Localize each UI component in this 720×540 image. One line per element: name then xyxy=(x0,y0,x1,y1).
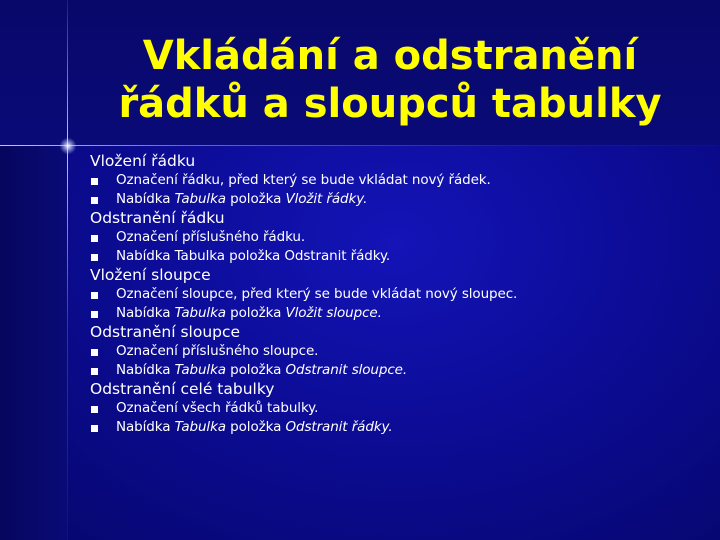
square-bullet-icon xyxy=(91,254,98,261)
item-prefix: Nabídka xyxy=(116,362,175,378)
section-delete-row xyxy=(90,209,710,266)
item-middle: položka xyxy=(225,362,286,378)
menu-name: Tabulka xyxy=(174,419,226,435)
list-item xyxy=(90,342,710,361)
square-bullet-icon xyxy=(91,178,98,185)
item-prefix: Nabídka xyxy=(116,305,175,321)
square-bullet-icon xyxy=(91,368,98,375)
list-item xyxy=(90,304,710,323)
section-delete-table xyxy=(90,380,710,437)
section-heading: Odstranění celé tabulky xyxy=(90,380,275,398)
section-heading: Odstranění řádku xyxy=(90,209,225,227)
command-name: Vložit sloupce xyxy=(285,305,378,321)
item-text: Označení příslušného sloupce. xyxy=(116,343,319,359)
menu-name: Tabulka xyxy=(174,305,226,321)
list-item xyxy=(90,418,710,437)
menu-name: Tabulka xyxy=(174,362,226,378)
horizontal-rule xyxy=(0,145,720,146)
square-bullet-icon xyxy=(91,197,98,204)
title-line-2: řádků a sloupců tabulky xyxy=(118,81,662,127)
section-delete-column xyxy=(90,323,710,380)
item-middle: položka xyxy=(225,305,286,321)
square-bullet-icon xyxy=(91,235,98,242)
list-item xyxy=(90,285,710,304)
vertical-rule xyxy=(67,0,68,540)
item-text: Označení sloupce, před který se bude vkládat nový sloupec. xyxy=(116,286,518,302)
item-text: Nabídka Tabulka položka Odstranit řádky. xyxy=(116,248,391,264)
sparkle-decoration xyxy=(60,138,76,154)
list-item xyxy=(90,361,710,380)
square-bullet-icon xyxy=(91,292,98,299)
item-middle: položka xyxy=(225,191,286,207)
list-item xyxy=(90,247,710,266)
square-bullet-icon xyxy=(91,349,98,356)
square-bullet-icon xyxy=(91,406,98,413)
section-insert-row xyxy=(90,152,710,209)
item-middle: položka xyxy=(225,419,286,435)
slide-title xyxy=(90,32,690,128)
left-band xyxy=(0,146,68,540)
command-name: Vložit řádky xyxy=(285,191,364,207)
item-text: Označení všech řádků tabulky. xyxy=(116,400,319,416)
slide-content xyxy=(90,152,710,437)
square-bullet-icon xyxy=(91,311,98,318)
command-name: Odstranit sloupce xyxy=(285,362,403,378)
item-suffix: . xyxy=(402,362,408,378)
list-item xyxy=(90,171,710,190)
square-bullet-icon xyxy=(91,425,98,432)
item-text: Označení příslušného řádku. xyxy=(116,229,306,245)
item-suffix: . xyxy=(388,419,393,435)
section-heading: Vložení řádku xyxy=(90,152,196,170)
command-name: Odstranit řádky xyxy=(285,419,389,435)
list-item xyxy=(90,228,710,247)
menu-name: Tabulka xyxy=(174,191,226,207)
section-heading: Odstranění sloupce xyxy=(90,323,241,341)
item-text: Označení řádku, před který se bude vkládat nový řádek. xyxy=(116,172,491,188)
list-item xyxy=(90,190,710,209)
item-prefix: Nabídka xyxy=(116,419,175,435)
item-prefix: Nabídka xyxy=(116,191,175,207)
title-line-1: Vkládání a odstranění xyxy=(142,33,638,79)
item-suffix: . xyxy=(363,191,368,207)
section-insert-column xyxy=(90,266,710,323)
list-item xyxy=(90,399,710,418)
item-suffix: . xyxy=(377,305,382,321)
section-heading: Vložení sloupce xyxy=(90,266,211,284)
